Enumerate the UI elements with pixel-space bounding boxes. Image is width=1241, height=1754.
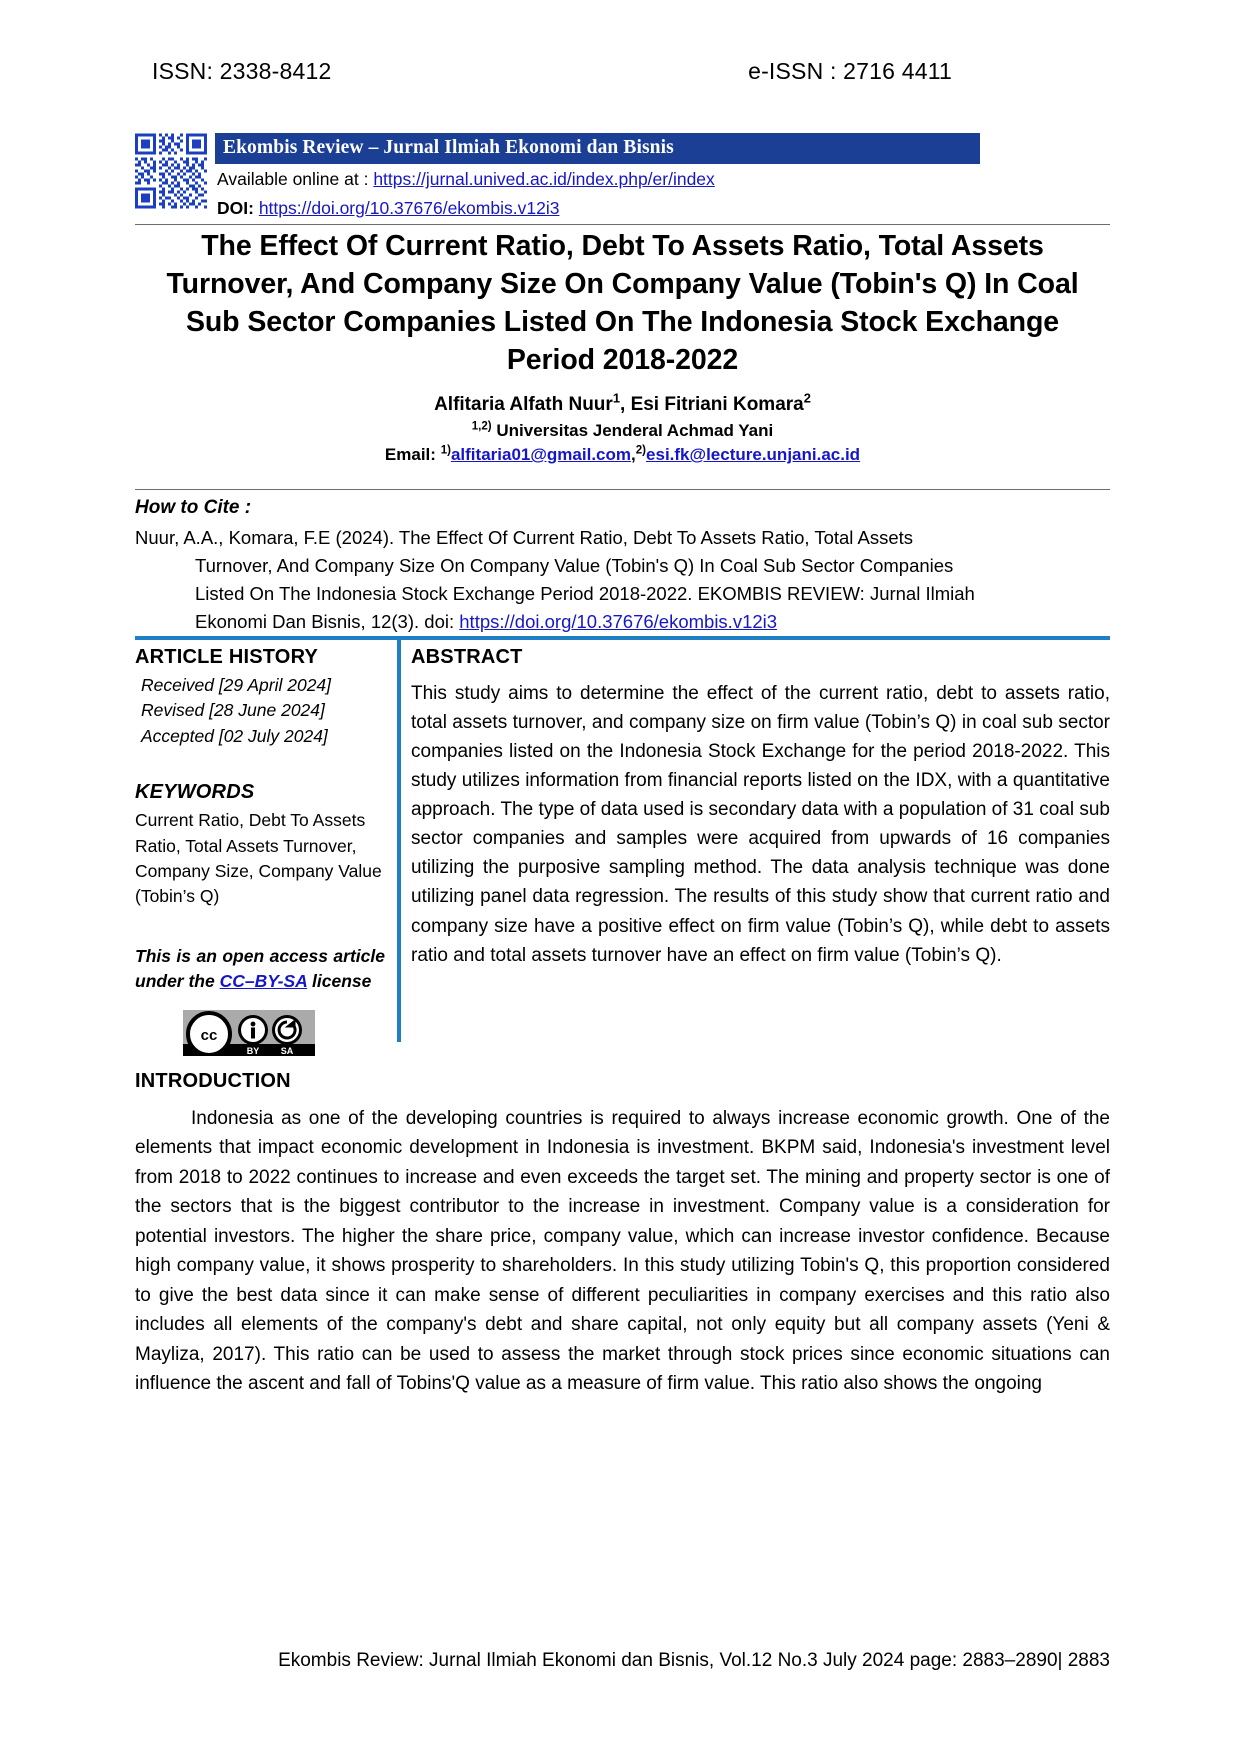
email-line [150,443,1095,467]
email-separator: , [631,445,636,465]
email-2-superscript: 2) [635,444,647,457]
affiliation-superscript: 1,2) [471,420,492,433]
author-2-name: Esi Fitriani Komara [630,394,804,415]
issn-print: ISSN: 2338-8412 [152,58,332,84]
email-1-superscript: 1) [440,444,451,457]
email-label: Email: [384,445,436,465]
citation-line-3: Listed On The Indonesia Stock Exchange Period 2018-2022. EKOMBIS REVIEW: Jurnal Ilmiah [195,583,975,605]
abstract-body: This study aims to determine the effect of the current ratio, debt to assets ratio, total assets turnover, and company size on firm value (Tobin’s Q) in coal sub sector companies listed on the Indonesia Stock Exchange for the period 2018-2022. This study utilizes information from financial reports listed on the IDX, with a quantitative approach. The type of data used is secondary data with a population of 31 coal sub sector companies and samples were acquired from upwards of 16 companies utilizing the purposive sampling method. The data analysis technique was done utilizing panel data regression. The results of this study show that current ratio and company size have a positive effect on firm value (Tobin’s Q), while debt to assets ratio and total assets turnover have an effect on firm value (Tobin’s Q). [411,683,1110,966]
article-meta-column [135,646,391,1056]
infobox-top-rule [135,636,1110,640]
page-footer: Ekombis Review: Jurnal Ilmiah Ekonomi dan Bisnis, Vol.12 No.3 July 2024 page: 2883–2890| 2883 [278,1650,1110,1671]
journal-info [215,133,980,221]
journal-masthead [135,133,980,221]
affiliation-name: Universitas Jenderal Achmad Yani [496,420,774,440]
creative-commons-badge-icon [183,1010,315,1056]
divider-top [135,224,1110,225]
journal-title-band: Ekombis Review – Jurnal Ilmiah Ekonomi dan Bisnis [215,133,980,164]
introduction-heading: INTRODUCTION [135,1070,291,1092]
abstract-info-box [135,636,1110,1057]
open-access-notice [135,944,385,995]
abstract-heading: ABSTRACT [411,646,523,668]
issn-row [152,58,952,85]
open-access-text-before: This is an open access article under the [135,945,385,991]
divider-how-to-cite [135,489,1110,490]
keywords-heading: KEYWORDS [135,781,255,804]
keywords-body: Current Ratio, Debt To Assets Ratio, Total Assets Turnover, Company Size, Company Value (Tobin’s Q) [135,810,382,907]
citation-line-2: Turnover, And Company Size On Company Value (Tobin's Q) In Coal Sub Sector Companies [195,555,954,577]
history-received: Received [29 April 2024] [141,675,332,695]
infobox-column-divider [397,636,401,1042]
journal-url-link[interactable]: https://jurnal.unived.ac.id/index.php/er/index [373,169,715,190]
author-1-superscript: 1 [612,390,620,406]
doi-link[interactable]: https://doi.org/10.37676/ekombis.v12i3 [258,197,560,218]
doi-row [215,193,980,221]
citation-line-1: Nuur, A.A., Komara, F.E (2024). The Effect Of Current Ratio, Debt To Assets Ratio, Total Assets [135,527,914,548]
svg-text:SA: SA [280,1046,294,1057]
doi-label: DOI: [217,197,254,218]
svg-text:cc: cc [200,1027,218,1045]
how-to-cite-label: How to Cite : [135,497,252,518]
author-block [150,392,1095,467]
svg-text:BY: BY [246,1046,260,1057]
qr-code-icon [135,133,207,209]
article-history-heading: ARTICLE HISTORY [135,646,319,668]
author-2-superscript: 2 [803,390,811,406]
citation-line-4-prefix: Ekonomi Dan Bisnis, 12(3). doi: [195,611,455,633]
author-separator: , [620,394,631,415]
page-title: The Effect Of Current Ratio, Debt To Assets Ratio, Total Assets Turnover, And Company Size On Company Value (Tobin's Q) In Coal Sub Sector Companies Listed On The Indonesia Stock Exchange Period 2018-2022 [166,230,1079,376]
email-2-link[interactable]: esi.fk@lecture.unjani.ac.id [646,445,861,465]
available-online-label: Available online at : [217,169,369,190]
history-revised: Revised [28 June 2024] [141,700,325,721]
citation-doi-link[interactable]: https://doi.org/10.37676/ekombis.v12i3 [459,611,778,633]
affiliation-line [150,419,1095,443]
open-access-text-after: license [312,971,372,991]
abstract-column [411,646,1110,970]
issn-electronic: e-ISSN : 2716 4411 [748,58,952,84]
authors-line [150,392,1095,419]
how-to-cite-body [135,524,1110,636]
available-online-row [215,164,980,192]
cc-by-sa-link[interactable]: CC–BY-SA [219,971,308,991]
citation-line-4 [135,608,1110,636]
introduction-body: Indonesia as one of the developing countries is required to always increase economic growth. One of the elements that impact economic development in Indonesia is investment. BKPM said, Indonesia's investment level from 2018 to 2022 continues to increase and even exceeds the target set. The mining and property sector is one of the sectors that is the biggest contributor to the increase in investment. Company value is a consideration for potential investors. The higher the share price, company value, which can increase investor confidence. Because high company value, it shows prosperity to shareholders. In this study utilizing Tobin's Q, this proportion considered to give the best data since it can make sense of different peculiarities in company exercises and this ratio also includes all elements of the company's debt and share capital, not only equity but all company assets (Yeni & Mayliza, 2017). This ratio can be used to assess the market through stock prices since economic situations can influence the ascent and fall of Tobins'Q value as a measure of firm value. This ratio also shows the ongoing [135,1108,1110,1394]
author-1-name: Alfitaria Alfath Nuur [434,394,613,415]
history-accepted: Accepted [02 July 2024] [141,725,328,746]
email-1-link[interactable]: alfitaria01@gmail.com [450,445,632,465]
